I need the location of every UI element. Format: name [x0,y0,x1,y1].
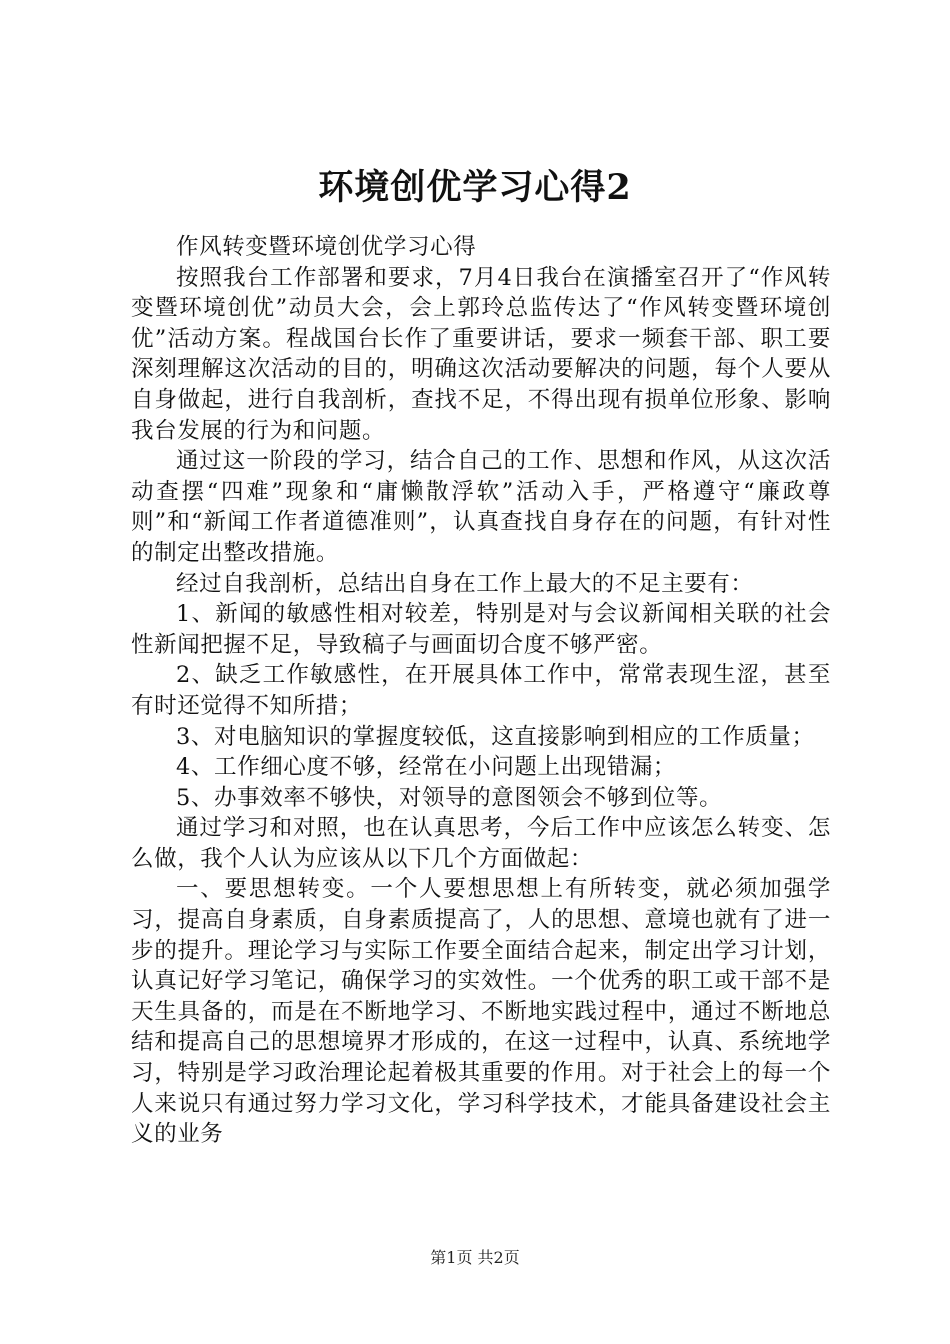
paragraph: 一、要思想转变。一个人要想思想上有所转变，就必须加强学习，提高自身素质，自身素质提高了，人的思想、意境也就有了进一步的提升。理论学习与实际工作要全面结合起来，制定出学习计划，认真记好学习笔记，确保学习的实效性。一个优秀的职工或干部不是天生具备的，而是在不断地学习、不断地实践过程中，通过不断地总结和提高自己的思想境界才形成的，在这一过程中，认真、系统地学习，特别是学习政治理论起着极其重要的作用。对于社会上的每一个人来说只有通过努力学习文化，学习科学技术，才能具备建设社会主义的业务 [131,876,831,1148]
paragraph: 经过自我剖析，总结出自身在工作上最大的不足主要有： [176,570,754,597]
paragraph: 作风转变暨环境创优学习心得 [176,234,477,260]
paragraph: 1、新闻的敏感性相对较差，特别是对与会议新闻相关联的社会性新闻把握不足，导致稿子与画面切合度不够严密。 [131,601,831,658]
document-body [131,232,831,1150]
paragraph: 通过这一阶段的学习，结合自己的工作、思想和作风，从这次活动查摆“四难”现象和“庸懒散浮软”活动入手，严格遵守“廉政尊则”和“新闻工作者道德准则”，认真查找自身存在的问题，有针对性的制定出整改措施。 [131,448,831,566]
document-title: 环境创优学习心得2 [318,167,632,208]
page-number-footer: 第1页 共2页 [430,1248,520,1267]
paragraph: 2、缺乏工作敏感性，在开展具体工作中，常常表现生涩，甚至有时还觉得不知所措； [131,662,831,719]
paragraph: 3、对电脑知识的掌握度较低，这直接影响到相应的工作质量； [176,723,815,750]
paragraph: 按照我台工作部署和要求，7月4日我台在演播室召开了“作风转变暨环境创优”动员大会，会上郭玲总监传达了“作风转变暨环境创优”活动方案。程战国台长作了重要讲话，要求一频套干部、职工要深刻理解这次活动的目的，明确这次活动要解决的问题，每个人要从自身做起，进行自我剖析，查找不足，不得出现有损单位形象、影响我台发展的行为和问题。 [131,264,831,444]
paragraph: 5、办事效率不够快，对领导的意图领会不够到位等。 [176,784,723,811]
paragraph: 4、工作细心度不够，经常在小问题上出现错漏； [176,754,677,781]
paragraph: 通过学习和对照，也在认真思考，今后工作中应该怎么转变、怎么做，我个人认为应该从以下几个方面做起： [131,815,831,872]
